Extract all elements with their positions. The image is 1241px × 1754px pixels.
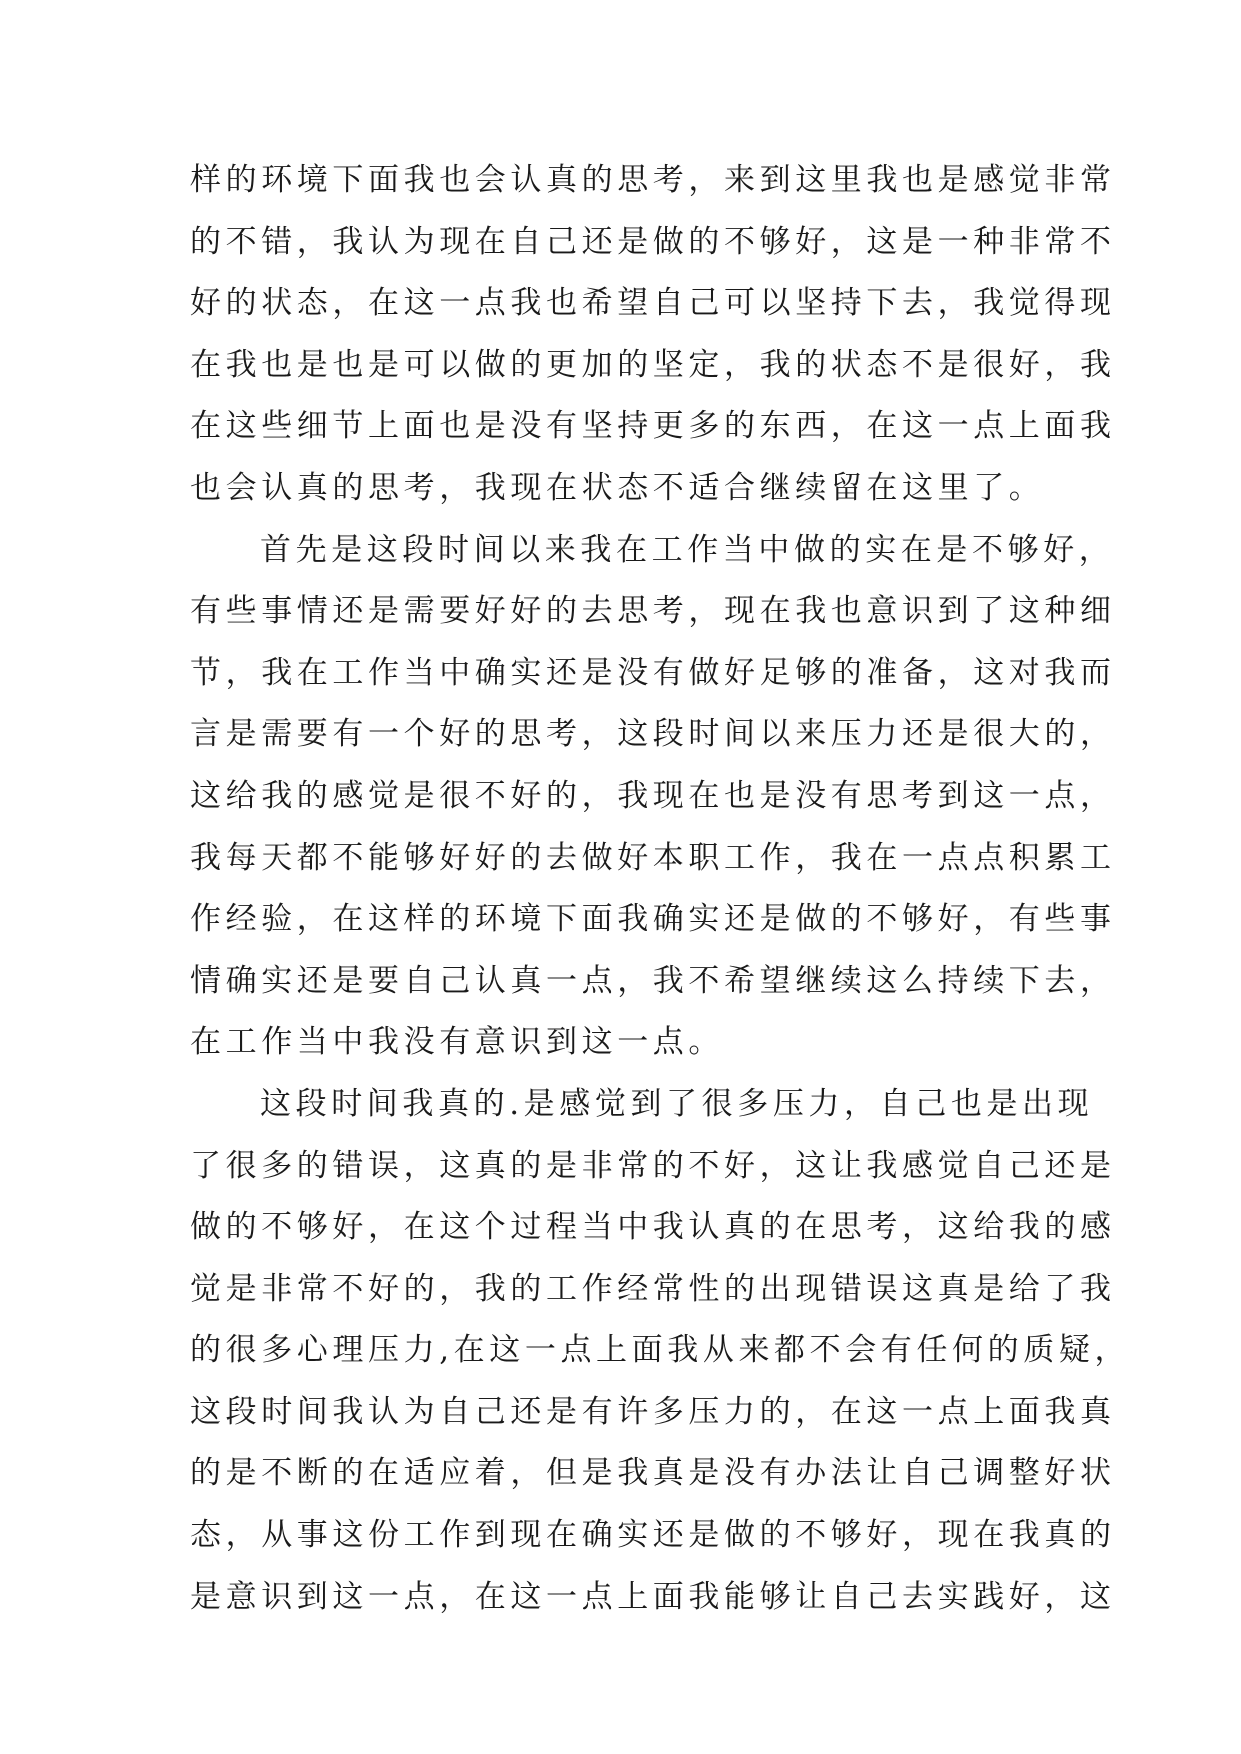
text-line: 在工作当中我没有意识到这一点。	[190, 1024, 724, 1061]
text-line: 好的状态，在这一点我也希望自己可以坚持下去，我觉得现	[190, 285, 1116, 322]
text-line: 言是需要有一个好的思考，这段时间以来压力还是很大的，	[190, 716, 1116, 753]
text-line: 态，从事这份工作到现在确实还是做的不够好，现在我真的	[190, 1517, 1116, 1554]
text-line: 也会认真的思考，我现在状态不适合继续留在这里了。	[190, 469, 1045, 506]
text-line: 的不错，我认为现在自己还是做的不够好，这是一种非常不	[190, 223, 1116, 260]
paragraph-first-line: 首先是这段时间以来我在工作当中做的实在是不够好，	[260, 531, 1115, 568]
text-line: 在我也是也是可以做的更加的坚定，我的状态不是很好，我	[190, 346, 1116, 383]
text-line: 有些事情还是需要好好的去思考，现在我也意识到了这种细	[190, 593, 1116, 630]
text-line: 情确实还是要自己认真一点，我不希望继续这么持续下去，	[190, 962, 1116, 999]
text-line: 是意识到这一点，在这一点上面我能够让自己去实践好，这	[190, 1578, 1116, 1615]
text-line: 节，我在工作当中确实还是没有做好足够的准备，这对我而	[190, 654, 1116, 691]
text-line: 我每天都不能够好好的去做好本职工作，我在一点点积累工	[190, 839, 1116, 876]
paragraph-first-line: 这段时间我真的.是感觉到了很多压力，自己也是出现	[260, 1085, 1094, 1122]
text-line: 这给我的感觉是很不好的，我现在也是没有思考到这一点，	[190, 777, 1116, 814]
text-line: 作经验，在这样的环境下面我确实还是做的不够好，有些事	[190, 901, 1116, 938]
text-line: 了很多的错误，这真的是非常的不好，这让我感觉自己还是	[190, 1147, 1116, 1184]
text-line: 的很多心理压力,在这一点上面我从来都不会有任何的质疑，	[190, 1332, 1131, 1369]
text-line: 这段时间我认为自己还是有许多压力的，在这一点上面我真	[190, 1393, 1116, 1430]
text-line: 的是不断的在适应着，但是我真是没有办法让自己调整好状	[190, 1455, 1116, 1492]
text-line: 样的环境下面我也会认真的思考，来到这里我也是感觉非常	[190, 162, 1116, 198]
text-line: 在这些细节上面也是没有坚持更多的东西，在这一点上面我	[190, 408, 1116, 445]
text-line: 觉是非常不好的，我的工作经常性的出现错误这真是给了我	[190, 1270, 1116, 1307]
text-line: 做的不够好，在这个过程当中我认真的在思考，这给我的感	[190, 1209, 1116, 1246]
body-text	[190, 150, 1131, 1628]
